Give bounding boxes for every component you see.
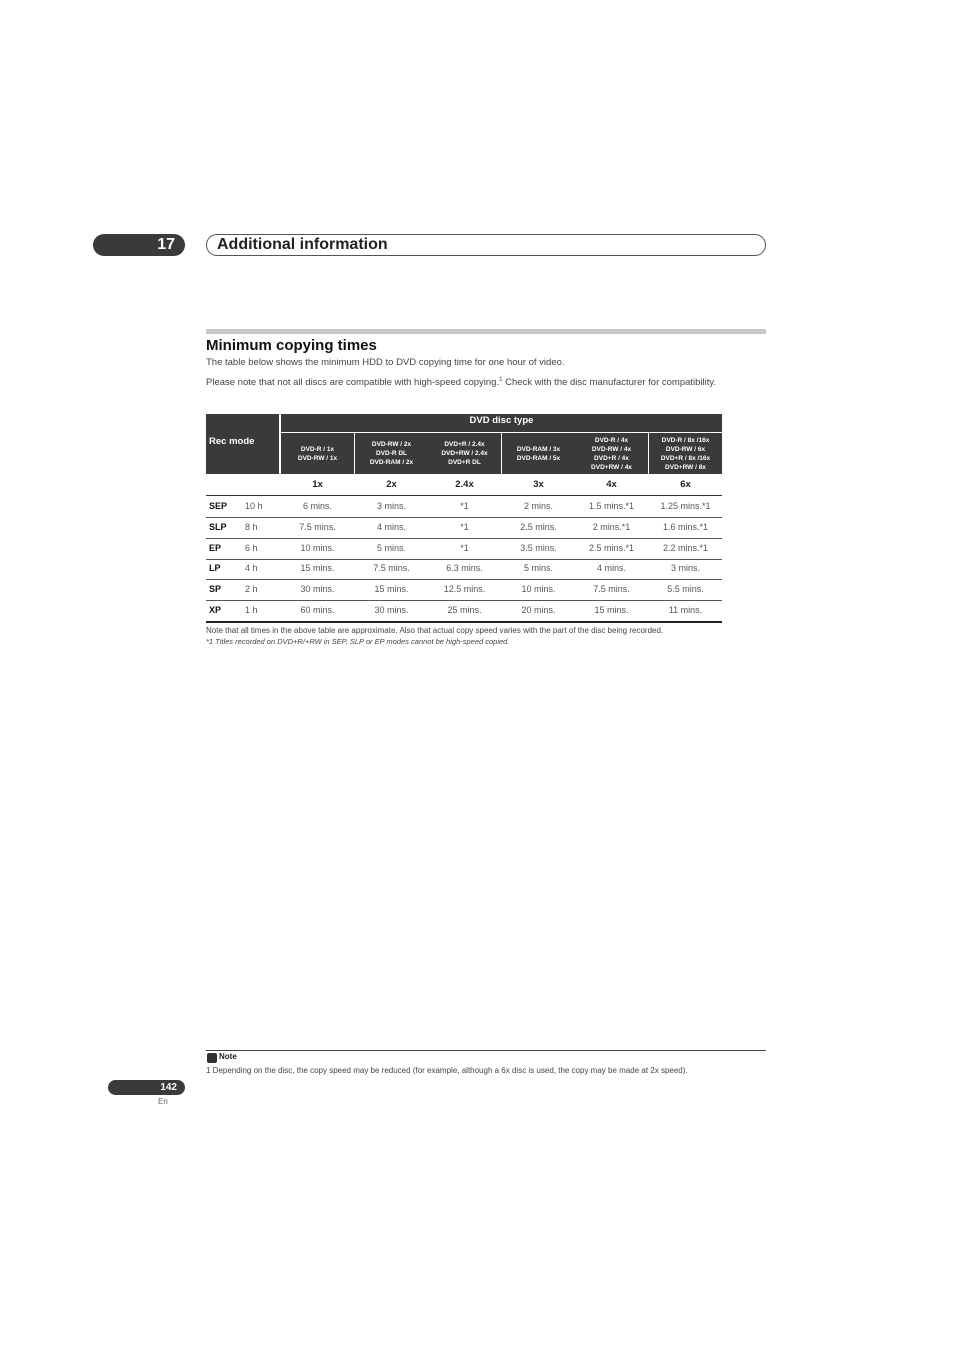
table-cell: 1.25 mins.*1 [660, 501, 711, 511]
disc-type-line: DVD+RW / 4x [591, 463, 632, 471]
table-note: Note that all times in the above table are approximate. Also that actual copy speed varies with the part of the disc being recorded. [206, 626, 664, 635]
note-icon [207, 1053, 217, 1063]
disc-type-line: DVD-R / 1x [300, 445, 335, 453]
rec-mode-label: SP [209, 584, 222, 595]
dvd-disc-type-header: DVD disc type [281, 414, 722, 432]
table-cell: 6.3 mins. [446, 563, 483, 574]
table-cell: 1.5 mins.*1 [588, 501, 635, 511]
rec-mode-label: LP [209, 563, 221, 574]
table-cell: 12.5 mins. [443, 584, 486, 595]
table-cell: 30 mins. [374, 605, 409, 615]
table-row [206, 539, 722, 560]
speed-label: 6x [680, 479, 691, 490]
disc-type-line: DVD+R / 2.4x [444, 441, 485, 448]
table-cell: 6 mins. [302, 501, 332, 511]
speed-header-row [206, 476, 722, 496]
footnote-ref: 1 [499, 377, 503, 383]
disc-type-line: DVD-RW / 6x [665, 445, 706, 453]
disc-type-line: DVD-RW / 2x [371, 441, 412, 448]
rec-mode-label: SEP [209, 501, 228, 511]
disc-type-line: DVD-R / 4x [594, 436, 629, 444]
table-cell: 7.5 mins. [593, 584, 630, 595]
rec-hours: 2 h [245, 584, 258, 595]
rec-hours: 1 h [245, 605, 258, 615]
table-row [206, 497, 722, 518]
table-cell: 20 mins. [521, 605, 556, 615]
table-cell: *1 [460, 521, 469, 532]
speed-label: 2x [386, 479, 397, 490]
disc-type-line: DVD+R DL [448, 459, 481, 466]
table-cell: 10 mins. [300, 542, 335, 553]
intro-paragraph-2 [206, 377, 716, 388]
rec-mode-label: EP [209, 542, 222, 553]
table-cell: 2 mins. [523, 501, 553, 511]
disc-type-line: DVD+RW / 2.4x [441, 450, 488, 457]
chapter-number-badge: 17 [93, 234, 185, 256]
table-cell: 25 mins. [447, 605, 482, 615]
disc-type-line: DVD+R / 8x /16x [660, 454, 711, 462]
disc-type-header-2 [355, 433, 428, 474]
speed-label: 3x [533, 479, 544, 490]
table-row [206, 580, 722, 601]
disc-type-header-6 [649, 433, 722, 474]
table-cell: 2.5 mins. [520, 521, 557, 532]
table-cell: 11 mins. [668, 605, 703, 615]
language-label: En [158, 1097, 168, 1106]
rec-hours: 10 h [245, 501, 263, 511]
disc-type-line: DVD-RAM / 3x [516, 445, 561, 453]
intro-text-a: Please note that not all discs are compatible with high-speed copying. [206, 377, 500, 388]
speed-label: 1x [312, 479, 323, 490]
rec-mode-label: SLP [209, 521, 227, 532]
table-cell: 2.2 mins.*1 [662, 542, 709, 553]
table-cell: 60 mins. [300, 605, 335, 615]
page-number-badge: 142 [108, 1080, 185, 1095]
rec-hours: 8 h [245, 521, 258, 532]
table-cell: 10 mins. [521, 584, 556, 595]
table-cell: 1.6 mins.*1 [662, 521, 709, 532]
disc-type-header-1 [281, 433, 354, 474]
table-cell: 5 mins. [376, 542, 406, 553]
chapter-title-box [206, 234, 766, 256]
disc-type-header-3 [428, 433, 501, 474]
intro-paragraph-1: The table below shows the minimum HDD to DVD copying time for one hour of video. [206, 357, 565, 368]
table-cell: 7.5 mins. [373, 563, 410, 574]
rec-mode-label: XP [209, 605, 222, 615]
rec-hours: 4 h [245, 563, 258, 574]
table-cell: 2 mins.*1 [592, 521, 631, 532]
disc-type-line: DVD-R DL [375, 450, 408, 457]
chapter-title: Additional information [217, 236, 388, 253]
disc-type-line: DVD+RW / 8x [665, 463, 706, 471]
table-cell: 3.5 mins. [520, 542, 557, 553]
intro-text-b: Check with the disc manufacturer for compatibility. [502, 377, 717, 388]
footnote-text: 1 Depending on the disc, the copy speed may be reduced (for example, although a 6x disc is used, the copy may be made at 2x speed). [206, 1066, 688, 1075]
speed-label: 4x [606, 479, 617, 490]
table-cell: 3 mins. [670, 563, 700, 574]
section-divider [206, 329, 766, 334]
table-cell: 5 mins. [523, 563, 553, 574]
table-cell: 30 mins. [300, 584, 335, 595]
table-cell: 15 mins. [374, 584, 409, 595]
disc-type-line: DVD-RAM / 2x [369, 459, 414, 466]
table-cell: 2.5 mins.*1 [588, 542, 635, 553]
speed-label: 2.4x [455, 479, 474, 490]
disc-type-line: DVD-R / 8x /16x [661, 436, 710, 444]
table-cell: *1 [460, 501, 469, 511]
rec-hours: 6 h [245, 542, 258, 553]
table-cell: *1 [460, 542, 469, 553]
table-row [206, 601, 722, 623]
disc-type-line: DVD+R / 4x [594, 454, 629, 462]
table-cell: 4 mins. [376, 521, 406, 532]
disc-type-line: DVD-RW / 4x [591, 445, 632, 453]
table-row [206, 559, 722, 580]
note-divider [206, 1050, 766, 1051]
disc-type-line: DVD-RAM / 5x [516, 454, 561, 462]
table-footnote: *1 Titles recorded on DVD+R/+RW in SEP, SLP or EP modes cannot be high-speed copied. [206, 637, 510, 646]
table-cell: 15 mins. [300, 563, 335, 574]
disc-type-header-5 [575, 433, 648, 474]
disc-type-header-4 [502, 433, 575, 474]
disc-type-line: DVD-RW / 1x [297, 454, 338, 462]
table-cell: 3 mins. [376, 501, 406, 511]
rec-mode-header: Rec mode [206, 414, 279, 474]
table-cell: 7.5 mins. [299, 521, 336, 532]
table-cell: 15 mins. [594, 605, 629, 615]
table-cell: 4 mins. [596, 563, 626, 574]
section-heading: Minimum copying times [206, 337, 377, 354]
note-label: Note [219, 1052, 237, 1061]
table-row [206, 518, 722, 539]
table-cell: 5.5 mins. [667, 584, 704, 595]
